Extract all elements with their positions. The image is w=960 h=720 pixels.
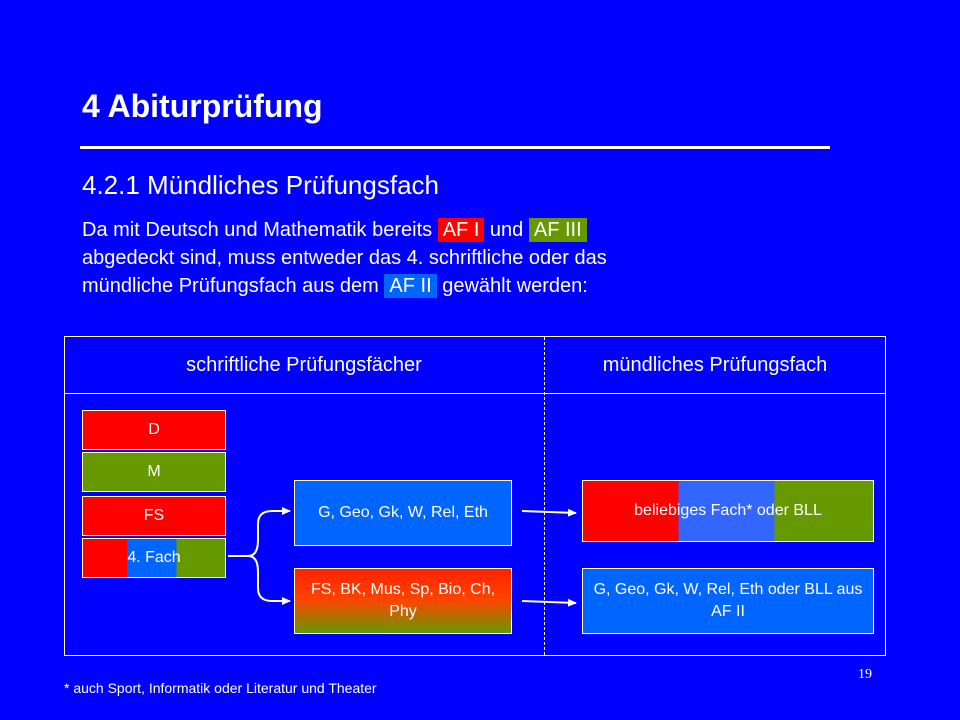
written-option-af2: G, Geo, Gk, W, Rel, Eth (294, 480, 512, 546)
line1-text-mid: und (484, 219, 529, 241)
paragraph-line-2: abgedeckt sind, muss entweder das 4. schriftliche oder das (82, 247, 607, 269)
oral-option-af2: G, Geo, Gk, W, Rel, Eth oder BLL aus AF II (582, 568, 874, 634)
stack-item-fs: FS (82, 496, 226, 536)
line1-text-start: Da mit Deutsch und Mathematik bereits (82, 219, 438, 241)
stack-item-m: M (82, 452, 226, 492)
footnote: * auch Sport, Informatik oder Literatur und Theater (64, 680, 377, 696)
oral-option-any: beliebiges Fach* oder BLL (582, 480, 874, 542)
page-number: 19 (858, 667, 872, 682)
slide-subtitle: 4.2.1 Mündliches Prüfungsfach (82, 170, 439, 200)
column-header-oral: mündliches Prüfungsfach (602, 354, 828, 376)
stack-item-4-fach: 4. Fach (82, 538, 226, 578)
line3-text-start: mündliche Prüfungsfach aus dem (82, 275, 385, 297)
line3-text-end: gewählt werden: (436, 275, 588, 297)
slide-title: 4 Abiturprüfung (82, 88, 323, 124)
arrow-bottom (522, 601, 576, 603)
af2-highlight: AF II (384, 274, 436, 298)
column-header-written: schriftliche Prüfungsfächer (186, 354, 422, 376)
arrow-top (522, 511, 576, 513)
written-option-other: FS, BK, Mus, Sp, Bio, Ch, Phy (294, 568, 512, 634)
stack-item-d: D (82, 410, 226, 450)
brace-connector (228, 511, 290, 556)
af3-highlight: AF III (529, 218, 587, 242)
brace-connector-lower (248, 556, 290, 601)
af1-highlight: AF I (438, 218, 485, 242)
